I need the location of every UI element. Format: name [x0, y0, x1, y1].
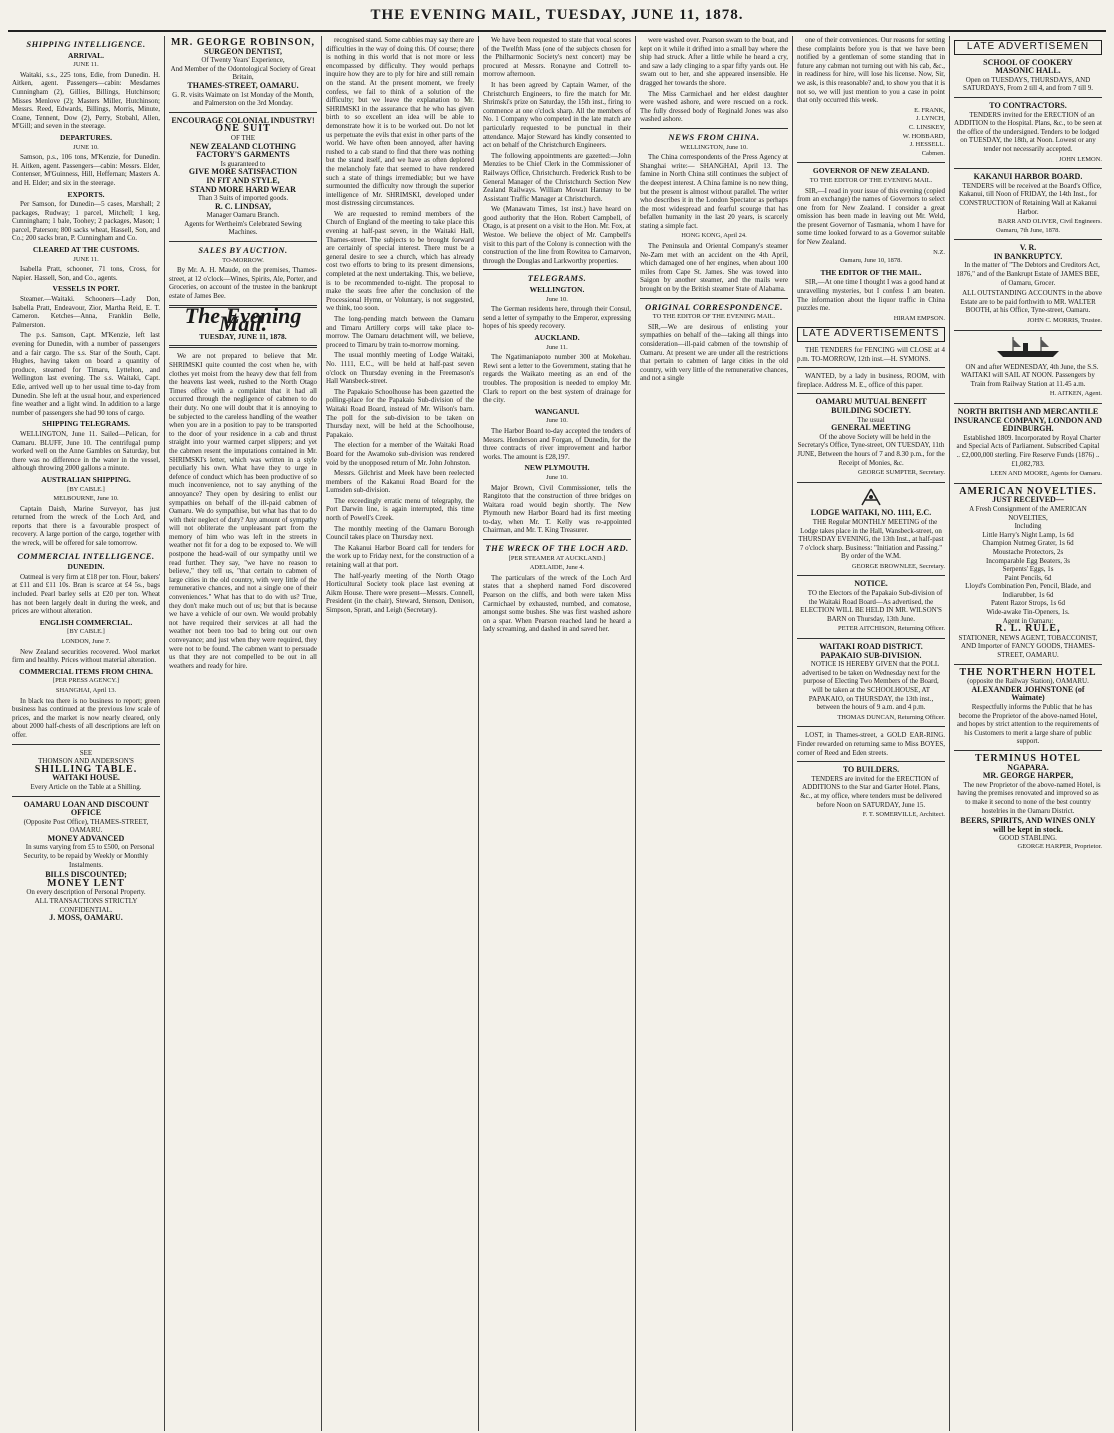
column-4 — [479, 36, 636, 1431]
divider — [12, 796, 160, 797]
signature: HIRAM EMPSON. — [893, 314, 945, 322]
paragraph: We (Manawatu Times, 1st inst.) have heard on good authority that the Hon. Robert Campbell, of Otago, is at present on a visit to the Hon. Mr. Fox, at Westoe. We believe the object of Mr. Campbell's visit to this part of the Colony is connection with the construction of the line from Rowitea to Carnarvon, through the Douglas and Larkworthy properties. — [483, 205, 631, 265]
advertisement-building-society — [797, 398, 945, 477]
signer: E. FRANK, — [914, 106, 945, 114]
ad-line: R. L. RULE, — [995, 623, 1061, 635]
columns — [8, 36, 1106, 1431]
advertisement-notice — [797, 580, 945, 634]
divider — [954, 750, 1102, 751]
signature: GEORGE HARPER, Proprietor. — [1017, 842, 1102, 850]
ad-line: Every Article on the Table at a Shilling. — [30, 782, 142, 791]
dateline: June 11. — [546, 343, 568, 351]
paper-title: The Evening Mail. — [184, 302, 302, 337]
paragraph: Major Brown, Civil Commissioner, tells the Rangitoto that the construction of three bridges on Waitara road would begin shortly. The New Plymouth new Harbor Board had its first meeting to-day, when Mr. T. Kelly was re-appointed Chairman, and Mr. T. King Treasurer. — [483, 483, 631, 535]
paragraph: The half-yearly meeting of the North Otago Horticultural Society took place last evening at Aikm House. There were present—Messrs. Connell, President (in the chair), Steward, Stenson, Denison, Simpson, Spratt, and Leigh (Secretary). — [326, 571, 474, 614]
advertisement-builders — [797, 766, 945, 820]
ad-title: NOTICE. — [854, 579, 888, 589]
signature: JOHN C. MORRIS, Trustee. — [1027, 317, 1102, 325]
paragraph: Captain Daish, Marine Surveyor, has just returned from the wreck of the Loch Ard, and reports that there is a favourable prospect of recovery. A large portion of the cargo, together with the wreck, will be offered for sale tomorrow. — [12, 504, 160, 548]
divider — [954, 483, 1102, 484]
ad-line: G. R. visits Waimate on 1st Monday of the Month, and Palmerston on the 3rd Monday. — [172, 90, 314, 108]
signature: PETER AITCHISON, Returning Officer. — [838, 625, 945, 633]
ad-line: Agent in Oamaru: — [1002, 616, 1054, 625]
section-heading: TELEGRAMS. — [527, 273, 587, 284]
paragraph: The Harbor Board to-day accepted the tenders of Messrs. Henderson and Forgan, of Dunedin, for the three contracts of river improvement and harbor works. The amount is £28,197. — [483, 426, 631, 461]
divider — [483, 539, 631, 540]
dateline: June 10. — [546, 295, 568, 303]
paragraph: TO the Electors of the Papakaio Sub-division of the Waitaki Road Board—As advertised, the ELECTION WILL BE HELD IN MR. WILSON'S BARN on Thursday, 13th June. — [800, 589, 943, 623]
signer: J. LYNCH, — [915, 115, 945, 123]
paragraph: Oatmeal is very firm at £18 per ton. Flour, bakers' at £11 and £11 10s. Bran is scarce at £4 5s., bags included. Pearl barley sells at £20 per ton. Wheat has not been largely dealt in during the week, and prices are without alteration. — [12, 572, 160, 616]
signature: GEORGE SUMPTER, Secretary. — [858, 469, 945, 477]
paragraph: The p.s. Samson, Capt. M'Kenzie, left last evening for Dunedin, with a number of passengers and a fair cargo. The s.s. Star of the South, Capt. Hughes, having taken on board a quantity of produce, steamed for Timaru, Lyttelton, and Wellington last evening. The s.s. Waitaki, Capt. Edie, arrived well up to her usual time to-day from Dunedin. She left at the usual hour, and experienced fine weather and a light wind. In addition to a large number of passengers she had 90 tons of cargo. — [12, 331, 160, 417]
paragraph: It has been agreed by Captain Warner, of the Christchurch Engineers, to fire the match for Mr. Shrimski's prize on Saturday, the 15th inst., firing to commence at one o'clock sharp. All the members of No. 1 Company who competed in the late match are particularly requested to be punctual in their attendance. Major Steward has kindly consented to act on behalf of the Christchurch Engineers. — [483, 80, 631, 150]
paragraph: The Kakanui Harbor Board call for tenders for the work up to Friday next, for the construction of a retaining wall at that port. — [326, 543, 474, 570]
ad-line: On every description of Personal Property. — [26, 888, 146, 897]
divider — [954, 239, 1102, 240]
ad-line: (opposite the Railway Station), OAMARU. — [967, 677, 1089, 686]
subheading: EXPORTS. — [67, 189, 105, 199]
divider — [640, 298, 788, 299]
ad-title: KAKANUI HARBOR BOARD. — [973, 172, 1083, 182]
subheading: AUSTRALIAN SHIPPING. — [41, 474, 131, 484]
ad-title: OAMARU LOAN AND DISCOUNT OFFICE — [23, 799, 149, 818]
divider — [12, 744, 160, 745]
ad-line: NGAPARA. — [1007, 762, 1049, 772]
ad-line: GENERAL MEETING — [831, 423, 911, 433]
divider — [797, 367, 945, 368]
column-2 — [165, 36, 322, 1431]
subheading: WANGANUI. — [534, 406, 580, 416]
divider — [797, 638, 945, 639]
ad-line: Is guaranteed to — [220, 159, 266, 168]
ad-line: Of Twenty Years' Experience, — [201, 56, 285, 65]
ad-line: And Member of the Odontological Society of Great Britain, — [170, 64, 316, 82]
signer: C. LINSKEY, — [908, 123, 945, 131]
paragraph: The usual monthly meeting of Lodge Waitaki, No. 1111, E.C., will be held at half-past seven o'clock on Thursday evening in the Freemason's Hall Wansbeck-street. — [326, 351, 474, 386]
list-item: Incomparable Egg Beaters, 3s — [986, 556, 1070, 565]
list-item: Lloyd's Combination Pen, Pencil, Blade, and Indiarubber, 1s 6d — [965, 582, 1091, 599]
paragraph: The following appointments are gazetted:—John Menzies to be Chief Clerk in the Commissioner of Railways Office, Christchurch. Frederick Rush to be General Manager of the Christchurch Section New Zealand Railways. William Mowatt Hannay to be Assistant Traffic Manager at Christchurch. — [483, 151, 631, 203]
divider — [169, 112, 317, 113]
ad-title: TO BUILDERS. — [842, 765, 900, 775]
paragraph: The long-pending match between the Oamaru and Timaru Artillery corps will take place to-morrow. The Oamaru detachment will, we believe, proceed to Timaru by train to-morrow morning. — [326, 315, 474, 349]
ad-title: SHILLING TABLE. — [34, 763, 138, 775]
section-heading: COMMERCIAL INTELLIGENCE. — [17, 550, 155, 561]
column-3 — [322, 36, 479, 1431]
ad-title: ENCOURAGE COLONIAL INDUSTRY! — [171, 115, 315, 125]
ad-line: SURGEON DENTIST, — [203, 46, 283, 56]
late-advertisements-banner: LATE ADVERTISEMENTS — [797, 327, 945, 342]
divider — [954, 403, 1102, 404]
paragraph: The Miss Carmichael and her eldest daughter were washed ashore, and were rescued on a rock. The fully dressed body of Reginald Jones was also washed ashore. — [640, 89, 788, 124]
advertisement-novelties — [954, 485, 1102, 660]
ad-line: The usual — [857, 415, 885, 424]
ad-line: OF THE — [230, 133, 256, 142]
paragraph: TENDERS will be received at the Board's Office, Kakanui, till Noon of FRIDAY, the 14th Inst., for CONSTRUCTION of Retaining Wall at Kakanui Harbor. — [958, 181, 1102, 216]
signature: JOHN LEMON. — [1059, 155, 1102, 163]
subheading: DUNEDIN. — [67, 562, 105, 572]
paragraph: Of the above Society will be held in the Secretary's Office, Tyne-street, ON TUESDAY, 11th JUNE, Between the hours of 7 and 8.30 p.m., for the Receipt of Monies, &c. — [797, 432, 945, 467]
ad-line: MONEY ADVANCED — [47, 833, 125, 843]
ad-title: LODGE WAITAKI, NO. 1111, E.C. — [810, 508, 932, 518]
dateline: WELLINGTON, June 10. — [680, 143, 748, 151]
ad-line: Than 3 Suits of imported goods. — [197, 194, 289, 203]
advertisement-dentist — [169, 39, 317, 108]
advertisement-terminus-hotel — [954, 752, 1102, 852]
ad-line: BEERS, SPIRITS, AND WINES ONLY will be kept in stock. — [960, 816, 1096, 834]
subheading: CLEARED AT THE CUSTOMS. — [32, 245, 140, 255]
late-advertisements-banner: LATE ADVERTISEMEN — [954, 40, 1102, 55]
list-item: Champion Nutmeg Grater, 1s 6d — [982, 539, 1074, 548]
paper-date: TUESDAY, JUNE 11, 1878. — [199, 331, 287, 341]
paragraph: The Papakaio Schoolhouse has been gazetted the polling-place for the Papakaio Sub-division of the Waitaki Road Board, instead of Mr. Wilson's barn. The poll for the sub-division to be taken on Thursday next, will be held at the Schoolhouse, Papakaio. — [326, 387, 474, 439]
advertisement-contractors — [954, 102, 1102, 164]
advertisement-insurance — [954, 408, 1102, 479]
divider — [797, 575, 945, 576]
paragraph: In black tea there is no business to report; green business has continued at the previous low scale of prices, and the market is now nearly cleared, only about 2000 half-chests of all descriptions are left on offer. — [12, 696, 160, 739]
paragraph: The election for a member of the Waitaki Road Board for the Awamoko sub-division was rendered void by the unopposed return of Mr. John Johnston. — [326, 441, 474, 467]
ad-line: SEE — [79, 748, 93, 757]
ad-title: IN BANKRUPTCY. — [993, 251, 1063, 261]
advertisement-steamer — [954, 335, 1102, 399]
paragraph: Established 1809. Incorporated by Royal Charter and Special Acts of Parliament. Subscribed Capital .. £2,000,000 sterling. Fire Reserve Funds (1876) .. £1,082,783. — [956, 433, 1101, 468]
advertisement-fencing: THE TENDERS for FENCING will CLOSE at 4 p.m. TO-MORROW, 12th inst.—H. SYMONS. — [797, 346, 945, 363]
ad-line: THAMES-STREET, OAMARU. — [187, 80, 299, 90]
paragraph: recognised stand. Some cabbies may say there are difficulties in the way of doing this. Of course; there is nothing in this world that is not more or less encompassed by difficulty. They would perhaps inquire how they are to ply for hire and still remain on the stand. At the present moment, we freely confess, we fail to think of a solution of the difficulty; but we leave the explanation to Mr. SHRIMSKI in the assurance that he who has given birth to so excellent an idea will be able to demonstrate how it is to be worked out. Do not let us perpetuate the evils that exist in other parts of the world. We have often been annoyed, after having rushed to a cab stand to find that there was nothing but the stand itself, and we have as often deplored the melancholy fate that seemed to have rendered such a state of things irremediable; but we have surmounted the difficulty now through the superior intelligence of Mr. SHRIMSKI, developed under most distressing circumstances. — [326, 36, 474, 208]
subheading: AUCKLAND. — [534, 333, 580, 342]
paragraph: SIR,—I read in your issue of this evening (copied from an exchange) the names of Governors to select one from for New Zealand. I consider a great omission has been made in leaving out Mr. Weld, the present Governor of Tasmania, whom I have for some time looked forward to as a Governor suitable for New Zealand. — [797, 186, 945, 247]
ad-title: SCHOOL OF COOKERY — [983, 57, 1073, 67]
dateline: SHANGHAI, April 13. — [55, 686, 117, 694]
ad-title: NORTH BRITISH AND MERCANTILE INSURANCE COMPANY, LONDON AND EDINBURGH. — [954, 407, 1103, 434]
dateline: JUNE 11. — [73, 61, 99, 69]
advertisement-bankruptcy — [954, 244, 1102, 325]
advertisement-northern-hotel — [954, 666, 1102, 746]
ad-line: STAND MORE HARD WEAR — [190, 184, 296, 194]
paragraph: TENDERS invited for the ERECTION of an ADDITION to the Hospital. Plans, &c., to be seen at the office of the undersigned. Tenders to be lodged on TUESDAY, the 18th, at Noon. Lowest or any tender not necessarily accepted. — [954, 110, 1102, 153]
divider — [954, 664, 1102, 665]
column-1 — [8, 36, 165, 1431]
dateline: MELBOURNE, June 10. — [53, 495, 119, 503]
ad-line: A Fresh Consignment of the AMERICAN NOVELTIES, — [969, 504, 1087, 522]
ad-signature: J. MOSS, OAMARU. — [49, 913, 123, 923]
ad-line: R. C. LINDSAY, — [214, 201, 272, 211]
paragraph: The exceedingly erratic menu of telegraphy, the Port Darwin line, is again interrupted, this time north of Powell's Creek. — [326, 496, 474, 523]
subheading: VESSELS IN PORT. — [52, 284, 120, 294]
divider — [797, 482, 945, 483]
masonic-emblem-icon — [859, 487, 883, 507]
ad-line: Manager Oamaru Branch. — [206, 211, 280, 220]
section-heading: NEWS FROM CHINA. — [668, 131, 760, 142]
subheading: GOVERNOR OF NEW ZEALAND. — [812, 166, 930, 176]
paragraph: The particulars of the wreck of the Loch Ard states that a shepherd named Ford discovered Pearson on the cliffs, and both were taken Miss Carmichael by exhausted, numbed, and comatose, amongst some bushes. She was first washed ashore on a spar. When Pearson reached land he heard a lady screaming, and dashed in and saved her. — [483, 573, 631, 634]
steamship-icon — [993, 335, 1063, 359]
signer: W. HOBBARD, — [902, 132, 945, 140]
ad-line: WAITAKI HOUSE. — [52, 773, 120, 783]
paragraph: In sums varying from £5 to £500, on Personal Security, to be repaid by Weekly or Monthly Instalments. — [23, 843, 155, 869]
ad-line: ONE SUIT — [215, 123, 271, 135]
divider — [169, 241, 317, 242]
ad-line: Open on TUESDAYS, THURSDAYS, AND SATURDAYS, From 2 till 4, and from 7 till 9. — [962, 75, 1094, 93]
divider — [640, 128, 788, 129]
paragraph: THE Regular MONTHLY MEETING of the Lodge takes place in the Hall, Wansbeck-street, on THURSDAY EVENING, the 13th Inst., at half-past 7 o'clock sharp. Business: "Initiation and Passing." By order of the W.M. — [798, 517, 944, 561]
ad-title: TERMINUS HOTEL — [975, 752, 1081, 764]
advertisement-cookery — [954, 59, 1102, 93]
signature: F. T. SOMERVILLE, Architect. — [862, 811, 945, 819]
paragraph: The Ngatimaniapoto number 300 at Mokehau. Rewi sent a letter to the Government, stating that he regards the Waikato meeting as an end of the troubles. The proposition is needed to employ Mr. Clark to report on the best system of drainage for the city. — [483, 353, 631, 405]
paragraph: By Mr. A. H. Maude, on the premises, Thames-street, at 12 o'clock—Wines, Spirits, Ale, Porter, and Groceries, on account of the trustee in the bankrupt estate of James Bee. — [169, 266, 317, 301]
advertisement-loan-office — [12, 801, 160, 923]
list-item: Little Harry's Night Lamp, 1s 6d — [982, 530, 1074, 539]
paragraph: New Zealand securities recovered. Wool market firm and healthy. Prices without material alteration. — [12, 647, 160, 665]
ad-line: Agents for Wertheim's Celebrated Sewing Machines. — [184, 219, 302, 237]
paragraph: The German residents here, through their Consul, send a letter of sympathy to the Emperor, expressing hopes of his speedy recovery. — [483, 305, 631, 331]
subheading: SHIPPING TELEGRAMS. — [42, 419, 130, 429]
list-item: Patent Razor Strops, 1s 6d — [990, 599, 1066, 608]
dateline: June 10. — [546, 417, 568, 425]
dateline: HONG KONG, April 24. — [681, 232, 747, 240]
column-7 — [950, 36, 1106, 1431]
ad-title: TO CONTRACTORS. — [989, 100, 1067, 110]
paragraph: Per Samson, for Dunedin—5 cases, Marshall; 2 packages, Rudway; 1 parcel, Mitchell; 1 keg, Cunningham; 1 bale, Toohey; 2 packages, Mason; 1 parcel, Paterson; 800 sacks wheat, Hassell, Son, and Co.; 200 sacks bran, P. Cunningham and Co. — [12, 200, 160, 243]
paragraph: SIR,—At one time I thought I was a good hand at unravelling mysteries, but I confess I am beaten. The information about the liquor traffic in China puzzles me. — [797, 278, 945, 313]
signature: BARR AND OLIVER, Civil Engineers. — [998, 218, 1102, 226]
signer: J. HESSELL. — [909, 141, 945, 149]
paragraph: ON and after WEDNESDAY, 4th June, the S.S. WAITAKI will SAIL AT NOON. Passengers by Train from Railway Station at 11.45 a.m. — [961, 362, 1099, 388]
paragraph: We have been requested to state that vocal scores of the Twelfth Mass (one of the subjects chosen for the Philharmonic Society's next concert) may be procured at Messrs. Ronayne and Cottrell to-morrow afternoon. — [483, 36, 631, 79]
divider — [954, 330, 1102, 331]
paragraph: The China correspondents of the Press Agency at Shanghai write:— SHANGHAI, April 13. The famine in North China still continues the subject of the deepest interest. A China famine is no new thing, but the present is almost without parallel. The writer who describes it in the London Spectator as perhaps the most widespread and fearful scourge that has befallen humanity in the last 20 years, is scarcely stating a simple fact. — [640, 153, 788, 230]
dateline: JUNE 11. — [73, 255, 99, 263]
paragraph: Samson, p.s., 106 tons, M'Kenzie, for Dunedin. H. Aitken, agent. Passengers—cabin: Messrs. Elder, Contenser, M'Guinness, Hill, Heffernan; Masters A. and H. Elder; and six in the steerage. — [12, 153, 160, 187]
section-heading: SALES BY AUCTION. — [198, 245, 288, 256]
paragraph: The Peninsula and Oriental Company's steamer Ne-Zam met with an accident on the 4th April, which damaged one of her engines, when about 100 miles from Cape St. James. She was towed into Saigon by another steamer, and the mails were brought on by the British steamer State of Alabama. — [640, 242, 788, 294]
divider — [797, 726, 945, 727]
dateline: [BY CABLE.] — [67, 485, 105, 493]
dateline: LONDON, June 7. — [61, 638, 111, 645]
ad-line: MR. GEORGE HARPER, — [982, 771, 1074, 781]
paragraph: SIR,—We are desirous of enlisting your sympathies on behalf of the—taking all things into consideration—ill-paid cabmen of the township of Oamaru. At present we are under all the restrictions that pertain to cabmen of large cities in the old country, with very little of the remunerative chances, and not a single — [640, 322, 788, 383]
paragraph: WELLINGTON, June 11. Sailed—Pelican, for Oamaru. BLUFF, June 10. The centrifugal pump worked well on the Anne Gambles on Saturday, but there was no difference in the water in the vessel, although throwing 2000 gallons a minute. — [12, 429, 160, 473]
subheading: COMMERCIAL ITEMS FROM CHINA. — [19, 666, 153, 676]
ad-line: THOMSON AND ANDERSON'S — [38, 757, 134, 766]
subheading: WELLINGTON. — [529, 285, 585, 295]
paragraph: ALL OUTSTANDING ACCOUNTS in the above Estate are to be paid forthwith to MR. WALTER BOOTH, at his Office, Tyne-street, Oamaru. — [960, 289, 1102, 315]
subheading: ARRIVAL. — [68, 50, 104, 60]
advertisement-lost: LOST, in Thames-street, a GOLD EAR-RING. Finder rewarded on returning same to Miss BOYES, corner of Reed and Eden streets. — [797, 731, 945, 757]
paragraph: In the matter of "The Debtors and Creditors Act, 1876," and of the Bankrupt Estate of JAMES BEE, of Oamaru, Grocer. — [956, 261, 1100, 287]
paragraph: Respectfully informs the Public that he has become the Proprietor of the above-named Hotel, and hopes by strict attention to the requirements of his Customers to merit a large share of public support. — [956, 703, 1100, 746]
paragraph: NOTICE IS HEREBY GIVEN that the POLL advertised to be taken on Wednesday next for the purpose of Electing Two Members of the Board, will be taken at the SCHOOLHOUSE, AT PAPAKAIO, on THURSDAY, the 13th inst., between the hours of 9 a.m. and 4 p.m. — [802, 660, 940, 712]
dateline: TO THE EDITOR OF THE EVENING MAIL. — [809, 176, 933, 184]
signature: LEEN AND MOORE, Agents for Oamaru. — [990, 470, 1102, 478]
signature: H. AITKEN, Agent. — [1049, 390, 1102, 398]
dateline: Oamaru, June 10, 1878. — [839, 257, 903, 265]
ad-line: MONEY LENT — [47, 877, 125, 889]
column-5 — [636, 36, 793, 1431]
ad-line: Including — [1014, 522, 1042, 531]
ad-line: ALEXANDER JOHNSTONE (of Waimate) — [971, 684, 1085, 703]
ad-line: GIVE MORE SATISFACTION — [188, 167, 298, 177]
dateline: [BY CABLE.] — [67, 628, 105, 636]
section-heading: THE WRECK OF THE LOCH ARD. — [485, 543, 629, 554]
subheading: NEW PLYMOUTH. — [524, 463, 590, 473]
ad-title: MR. GEORGE ROBINSON, — [171, 37, 315, 48]
signature: GEORGE BROWNLEE, Secretary. — [851, 562, 945, 570]
list-item: Wide-awake Tin-Openers, 1s. — [986, 608, 1070, 617]
signature: N.Z. — [933, 248, 945, 256]
dateline: [PER PRESS AGENCY.] — [52, 677, 120, 685]
divider — [797, 393, 945, 394]
paragraph: TENDERS are invited for the ERECTION of ADDITIONS to the Star and Garter Hotel. Plans, &c., at my office, where tenders must be delivered before Noon on SATURDAY, June 15. — [800, 774, 942, 809]
divider — [954, 168, 1102, 169]
ad-line: STATIONER, NEWS AGENT, TOBACCONIST, AND Importer of FANCY GOODS, THAMES-STREET, OAMARU. — [958, 633, 1098, 660]
paragraph: were washed over. Pearson swam to the boat, and kept on it while it drifted into a small bay where the ship had struck. After a little while he heard a cry, and saw a lady clinging to a spar fifty yards out. He swam out to her, and she appeared insensible. He dragged her towards the shore. — [640, 36, 788, 87]
column-6 — [793, 36, 950, 1431]
list-item: Paint Pencils, 6d — [1004, 573, 1052, 582]
advertisement-lodge — [797, 487, 945, 572]
ad-line: V. R. — [1019, 243, 1037, 253]
paragraph: We are requested to remind members of the Church of England of the meeting to take place this evening at half-past seven, in the Waitaki Hall, Thames-street. The subjects to be brought forward are certainly of special interest. There must be a general desire to see a church, which has already cost two efforts to bring to its present dimensions, completed at the next undertaking. This, we believe, is to be recommended to-night. The proposal to make the seats free after the conclusion of the Processional Hymn, or Voluntary, is not suggested, we think, too soon. — [326, 209, 474, 313]
paragraph: We are not prepared to believe that Mr. SHRIMSKI quite counted the cost when he, with clothes yet moist from the heavy dew that fell from the heavens last week, rushed to the North Otago Times office with a complaint that it had all occurred through the negligence of cabmen to do their duty. No one will doubt that it is annoying to be subjected to the careless handling of the weather when you are in a position to pay to be transported to the door of your residence in a cab and thrust straight into your warmed carpet slippers; and yet the cabmen resent the imputations contained in Mr. SHRIMSKI's letter, which was written in a style peculiarly his own. What have they to urge in defence of conduct which has been productive of so much inconvenience, not to say anything of the annoyance? They open by desiring to enlist our sympathies on behalf of the ill-paid cabmen of Oamaru. We do sympathise, but what has that to do with their neglect of duty? Any amount of sympathy will not obliterate the unpleasant part from the memory of him who was left in the streets in weather not fit for a dog to be exposed to. We will postpone the head-wail of our sympathy until we read further. They say, "we have no reason to believe," they tell us, "that certain to cabmen of large cities in the old country, with very little of the remunerative chances, and not a single one of their conveniences." What has that to do with us? True, they don't make much out of us; but that is because we have a vehicle of our own. We would probably not have required their services at all had the weather not been too bad to bring out our own conveyance; and just when they were required, they were not to be found. The cabmen want to persuade us that they are not compelled to be out in all weathers and ready for hire. — [169, 352, 317, 670]
ad-line: IN FIT AND STYLE, — [206, 175, 280, 185]
masthead: THE EVENING MAIL, TUESDAY, JUNE 11, 1878. — [8, 0, 1106, 32]
paragraph: Isabella Pratt, schooner, 71 tons, Cross, for Napier. Hassell, Son, and Co., agents. — [12, 265, 160, 282]
divider — [797, 162, 945, 163]
paragraph: The monthly meeting of the Oamaru Borough Council takes place on Thursday next. — [326, 524, 474, 542]
signature — [797, 107, 945, 159]
subheading: DEPARTURES. — [60, 132, 112, 142]
ad-line: ALL TRANSACTIONS STRICTLY CONFIDENTIAL. — [34, 897, 138, 914]
ad-line: NEW ZEALAND CLOTHING FACTORY'S GARMENTS — [189, 141, 297, 160]
dateline: TO-MORROW. — [222, 256, 264, 264]
subheading: THE EDITOR OF THE MAIL. — [820, 267, 922, 277]
divider — [797, 761, 945, 762]
paragraph: Steamer.—Waitaki. Schooners—Lady Don, Isabella Pratt, Endeavour, Zior, Martha Reid, E. T. Cameron. Ketches—Anna, Franklin Belle, Palmerston. — [12, 295, 160, 329]
ad-title: OAMARU MUTUAL BENEFIT BUILDING SOCIETY. — [815, 397, 927, 415]
ad-title: WAITAKI ROAD DISTRICT. — [819, 642, 923, 652]
dateline: Oamaru, 7th June, 1878. — [996, 226, 1060, 234]
ad-title: AMERICAN NOVELTIES. — [959, 485, 1097, 497]
dateline: June 10. — [546, 473, 568, 481]
list-item: Serpents' Eggs, 1s — [1002, 565, 1054, 574]
advertisement-shilling-table — [12, 749, 160, 792]
signature: THOMAS DUNCAN, Returning Officer. — [837, 713, 945, 721]
dateline: TO THE EDITOR OF THE EVENING MAIL. — [652, 313, 776, 321]
paragraph: Messrs. Gilchrist and Meek have been reelected members of the Kakanui Road Board for the Lumsden sub-division. — [326, 469, 474, 495]
ad-title: THE NORTHERN HOTEL — [959, 666, 1097, 678]
section-heading: ORIGINAL CORRESPONDENCE. — [645, 301, 783, 312]
paragraph: The new Proprietor of the above-named Hotel, is having the premises renovated and improved so as to make it second to none of the best country hostelries in the Oamaru District. — [957, 780, 1101, 815]
ad-line: BILLS DISCOUNTED; — [45, 870, 127, 880]
section-heading: SHIPPING INTELLIGENCE. — [26, 39, 146, 49]
divider — [483, 269, 631, 270]
ad-line: MASONIC HALL. — [995, 66, 1061, 76]
subheading: ENGLISH COMMERCIAL. — [39, 617, 133, 627]
ad-line: JUST RECEIVED— — [992, 495, 1064, 505]
dateline: [PER STEAMER AT AUCKLAND.] — [508, 554, 606, 562]
divider — [954, 97, 1102, 98]
ad-line: GOOD STABLING. — [999, 834, 1057, 843]
advertisement-wanted: WANTED, by a lady in business, ROOM, with fireplace. Address M. E., office of this paper. — [797, 372, 945, 389]
dateline: ADELAIDE, June 4. — [529, 564, 585, 572]
paragraph: Waitaki, s.s., 225 tons, Edie, from Dunedin. H. Aitken, agent. Passengers—cabin: Mesdames Cunningham (2), Gillies, Billings, Hutchinson; Misses Menlove (2); Masters Miller, Hutchinson; Messrs. Reed, Edwards, Billings, Morris, Minute, Coane, Tennent, Dow (2), Perry, Stobahl, Allen, M'Gill; and seven in the steerage. — [12, 70, 160, 131]
advertisement-harbor-board — [954, 173, 1102, 235]
ad-line: PAPAKAIO SUB-DIVISION. — [820, 650, 922, 660]
list-item: Moustache Protectors, 2s — [992, 547, 1064, 556]
paragraph: one of their conveniences. Our reasons for setting these complaints before you is that we have been notified by a gentleman of some standing that in future any cabman not turning out with his cab, &c., in readiness for hire, will lose his license. Now, Sir, we ask, is this reasonable? and, to show you that it is not so, we will just mention to you a case in point that only occurred this week. — [797, 36, 945, 105]
signer-role: Cabmen. — [921, 149, 945, 157]
advertisement-clothing — [169, 117, 317, 237]
dateline: JUNE 10. — [73, 143, 99, 151]
advertisement-road-district — [797, 643, 945, 722]
ad-line: (Opposite Post Office), THAMES-STREET, OAMARU. — [23, 817, 149, 835]
divider — [169, 345, 317, 348]
